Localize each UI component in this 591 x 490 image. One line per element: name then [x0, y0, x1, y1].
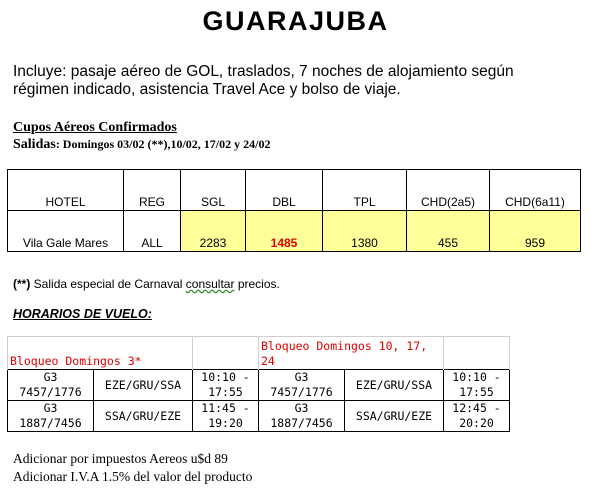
flight-numbers: 1887/7456 [19, 416, 82, 430]
note-spellcheck-word: consultar [185, 277, 235, 291]
departures-line [13, 137, 270, 153]
arrival-time: 17:55 [208, 385, 243, 399]
page-title: GUARAJUBA [202, 6, 389, 36]
hotel-price-table [7, 169, 581, 252]
time-cell [193, 401, 259, 432]
arrival-time: 20:20 [459, 416, 494, 430]
flight-numbers: 7457/1776 [19, 385, 82, 399]
bloqueo-right-line: Bloqueo Domingos 10, 17, [261, 339, 428, 353]
departure-dates: : Domingos 03/02 (**),10/02, 17/02 y 24/02 [55, 137, 271, 151]
bloqueo-header-row [8, 337, 510, 370]
departure-time: 12:45 - [452, 401, 501, 415]
empty-cell [193, 337, 259, 370]
price-dbl-cell: 1485 [246, 211, 323, 252]
route-cell: SSA/GRU/EZE [94, 401, 193, 432]
price-chd-2a5-cell: 455 [407, 211, 490, 252]
airline-code: G3 [43, 401, 58, 415]
flight-code-cell [8, 370, 94, 401]
time-cell [444, 401, 510, 432]
flight-code-cell [259, 370, 345, 401]
price-sgl-cell: 2283 [181, 211, 246, 252]
bloqueo-right-line: 24 [261, 354, 275, 368]
flight-code-cell [259, 401, 345, 432]
departure-time: 11:45 - [201, 401, 250, 415]
route-cell: EZE/GRU/SSA [345, 370, 444, 401]
cupos-heading: Cupos Aéreos Confirmados [13, 120, 177, 135]
departure-time: 10:10 - [201, 370, 250, 384]
package-description [13, 63, 583, 99]
flight-numbers: 7457/1776 [270, 385, 333, 399]
description-line: Incluye: pasaje aéreo de GOL, traslados, 7 noches de alojamiento según [13, 63, 514, 80]
table-row [8, 401, 510, 432]
arrival-time: 17:55 [459, 385, 494, 399]
price-tpl-cell: 1380 [323, 211, 407, 252]
flight-numbers: 1887/7456 [270, 416, 333, 430]
note-text: Salida especial de Carnaval [30, 277, 186, 291]
airport-tax-note: Adicionar por impuestos Aereos u$d 89 [13, 451, 228, 466]
departure-time: 10:10 - [452, 370, 501, 384]
column-header-sgl: SGL [181, 170, 246, 211]
price-chd-6a11-cell: 959 [490, 211, 581, 252]
note-text: precios. [234, 277, 280, 291]
bloqueo-right-label [259, 337, 444, 370]
column-header-tpl: TPL [323, 170, 407, 211]
column-header-reg: REG [124, 170, 181, 211]
table-row [8, 370, 510, 401]
airline-code: G3 [294, 401, 309, 415]
hotel-name-cell: Vila Gale Mares [8, 211, 124, 252]
time-cell [444, 370, 510, 401]
flight-code-cell [8, 401, 94, 432]
departures-label: Salidas [13, 137, 56, 152]
empty-cell [444, 337, 510, 370]
description-line: régimen indicado, asistencia Travel Ace y bolso de viaje. [13, 81, 401, 98]
bloqueo-left-label: Bloqueo Domingos 3* [8, 337, 193, 370]
flight-schedule-table [7, 336, 510, 432]
column-header-hotel: HOTEL [8, 170, 124, 211]
iva-note: Adicionar I.V.A 1.5% del valor del producto [13, 469, 253, 484]
column-header-chd-2a5: CHD(2a5) [407, 170, 490, 211]
time-cell [193, 370, 259, 401]
route-cell: SSA/GRU/EZE [345, 401, 444, 432]
carnival-note [13, 277, 280, 291]
flight-schedule-heading: HORARIOS DE VUELO: [13, 307, 152, 321]
regime-cell: ALL [124, 211, 181, 252]
airline-code: G3 [43, 370, 58, 384]
table-header-row [8, 170, 581, 211]
table-row [8, 211, 581, 252]
note-marker: (**) [13, 277, 31, 291]
arrival-time: 19:20 [208, 416, 243, 430]
column-header-dbl: DBL [246, 170, 323, 211]
column-header-chd-6a11: CHD(6a11) [490, 170, 581, 211]
route-cell: EZE/GRU/SSA [94, 370, 193, 401]
airline-code: G3 [294, 370, 309, 384]
